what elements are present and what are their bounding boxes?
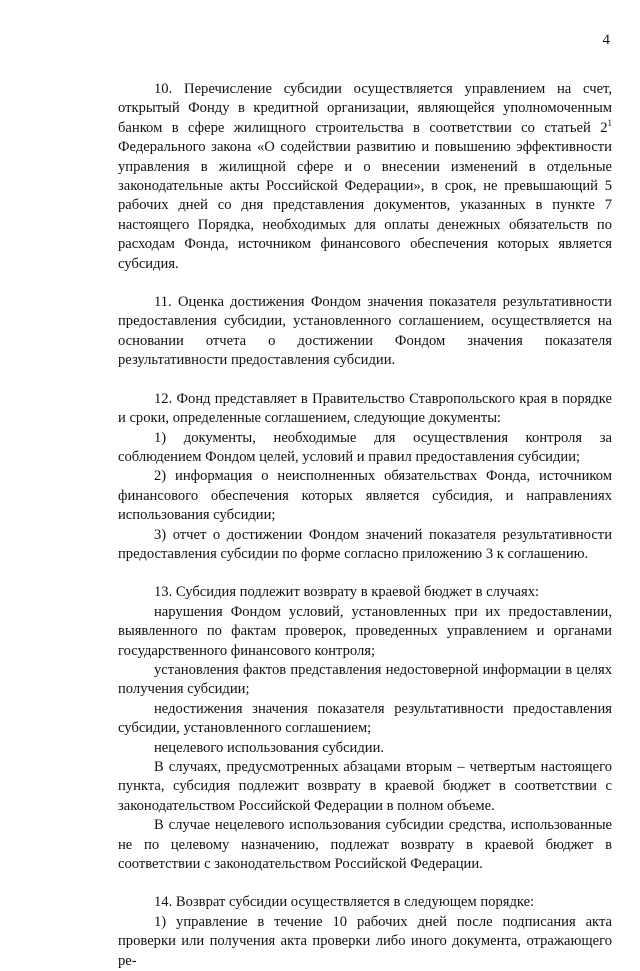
- paragraph-11: 11. Оценка достижения Фондом значения показателя результативности предоставления субсидии, установленного соглашением, осуществляется на основании отчета о достижении Фондом значения показателя результативности предоставления субсидии.: [118, 294, 612, 369]
- paragraph-14-item-1: 1) управление в течение 10 рабочих дней после подписания акта проверки или получения акта проверки либо иного документа, отражающего ре-: [118, 913, 612, 969]
- paragraph-12-item-3: 3) отчет о достижении Фондом значений показателя результативности предоставления субсидии по форме согласно приложению 3 к соглашению.: [118, 526, 612, 562]
- paragraph-10-text: 10. Перечисление субсидии осуществляется управлением на счет, открытый Фонду в кредитной организации, являющейся уполномоченным банком в сфере жилищного строительства в соответствии со статьей 2: [118, 81, 612, 136]
- paragraph-13-case-2: установления фактов представления недостоверной информации в целях получения субсидии;: [118, 661, 612, 698]
- paragraph-12-item-2: 2) информация о неисполненных обязательствах Фонда, источником финансового обеспечения которых является субсидия, и направлениях использования субсидии;: [118, 468, 612, 524]
- paragraph-13-note-2: В случае нецелевого использования субсидии средства, использованные не по целевому назначению, подлежат возврату в краевой бюджет в соответствии с законодательством Российской Федерации.: [118, 817, 612, 873]
- paragraph-13-case-4: нецелевого использования субсидии.: [154, 739, 385, 756]
- paragraph-12: 12. Фонд представляет в Правительство Ставропольского края в порядке и сроки, определенные соглашением, следующие документы:: [118, 390, 612, 427]
- paragraph-13-note-1: В случаях, предусмотренных абзацами вторым – четвертым настоящего пункта, субсидия подлежит возврату в краевой бюджет в соответствии с законодательством Российской Федерации в полном объеме.: [118, 759, 612, 814]
- paragraph-14: 14. Возврат субсидии осуществляется в следующем порядке:: [154, 894, 535, 911]
- paragraph-10: [118, 80, 612, 274]
- paragraph-13: 13. Субсидия подлежит возврату в краевой бюджет в случаях:: [154, 584, 540, 601]
- paragraph-10-text-cont: Федерального закона «О содействии развитию и повышению эффективности управления в жилищной сфере и о внесении изменений в отдельные законодательные акты Российской Федерации», в срок, не превышающий 5 рабочих дней со дня представления документов, указанных в пункте 7 настоящего Порядка, необходимых для оплаты денежных обязательств по расходам Фонда, источником финансового обеспечения которых является субсидия.: [118, 139, 612, 272]
- paragraph-13-case-1: нарушения Фондом условий, установленных при их предоставлении, выявленного по фактам проверок, проведенных управлением и органами государственного финансового контроля;: [118, 603, 612, 659]
- superscript: 1: [607, 117, 612, 128]
- document-body: [118, 80, 612, 971]
- paragraph-12-item-1: 1) документы, необходимые для осуществления контроля за соблюдением Фондом целей, условий и правил предоставления субсидии;: [118, 429, 612, 465]
- page-number: 4: [602, 32, 610, 48]
- paragraph-13-case-3: недостижения значения показателя результативности предоставления субсидии, установленного соглашением;: [118, 700, 612, 737]
